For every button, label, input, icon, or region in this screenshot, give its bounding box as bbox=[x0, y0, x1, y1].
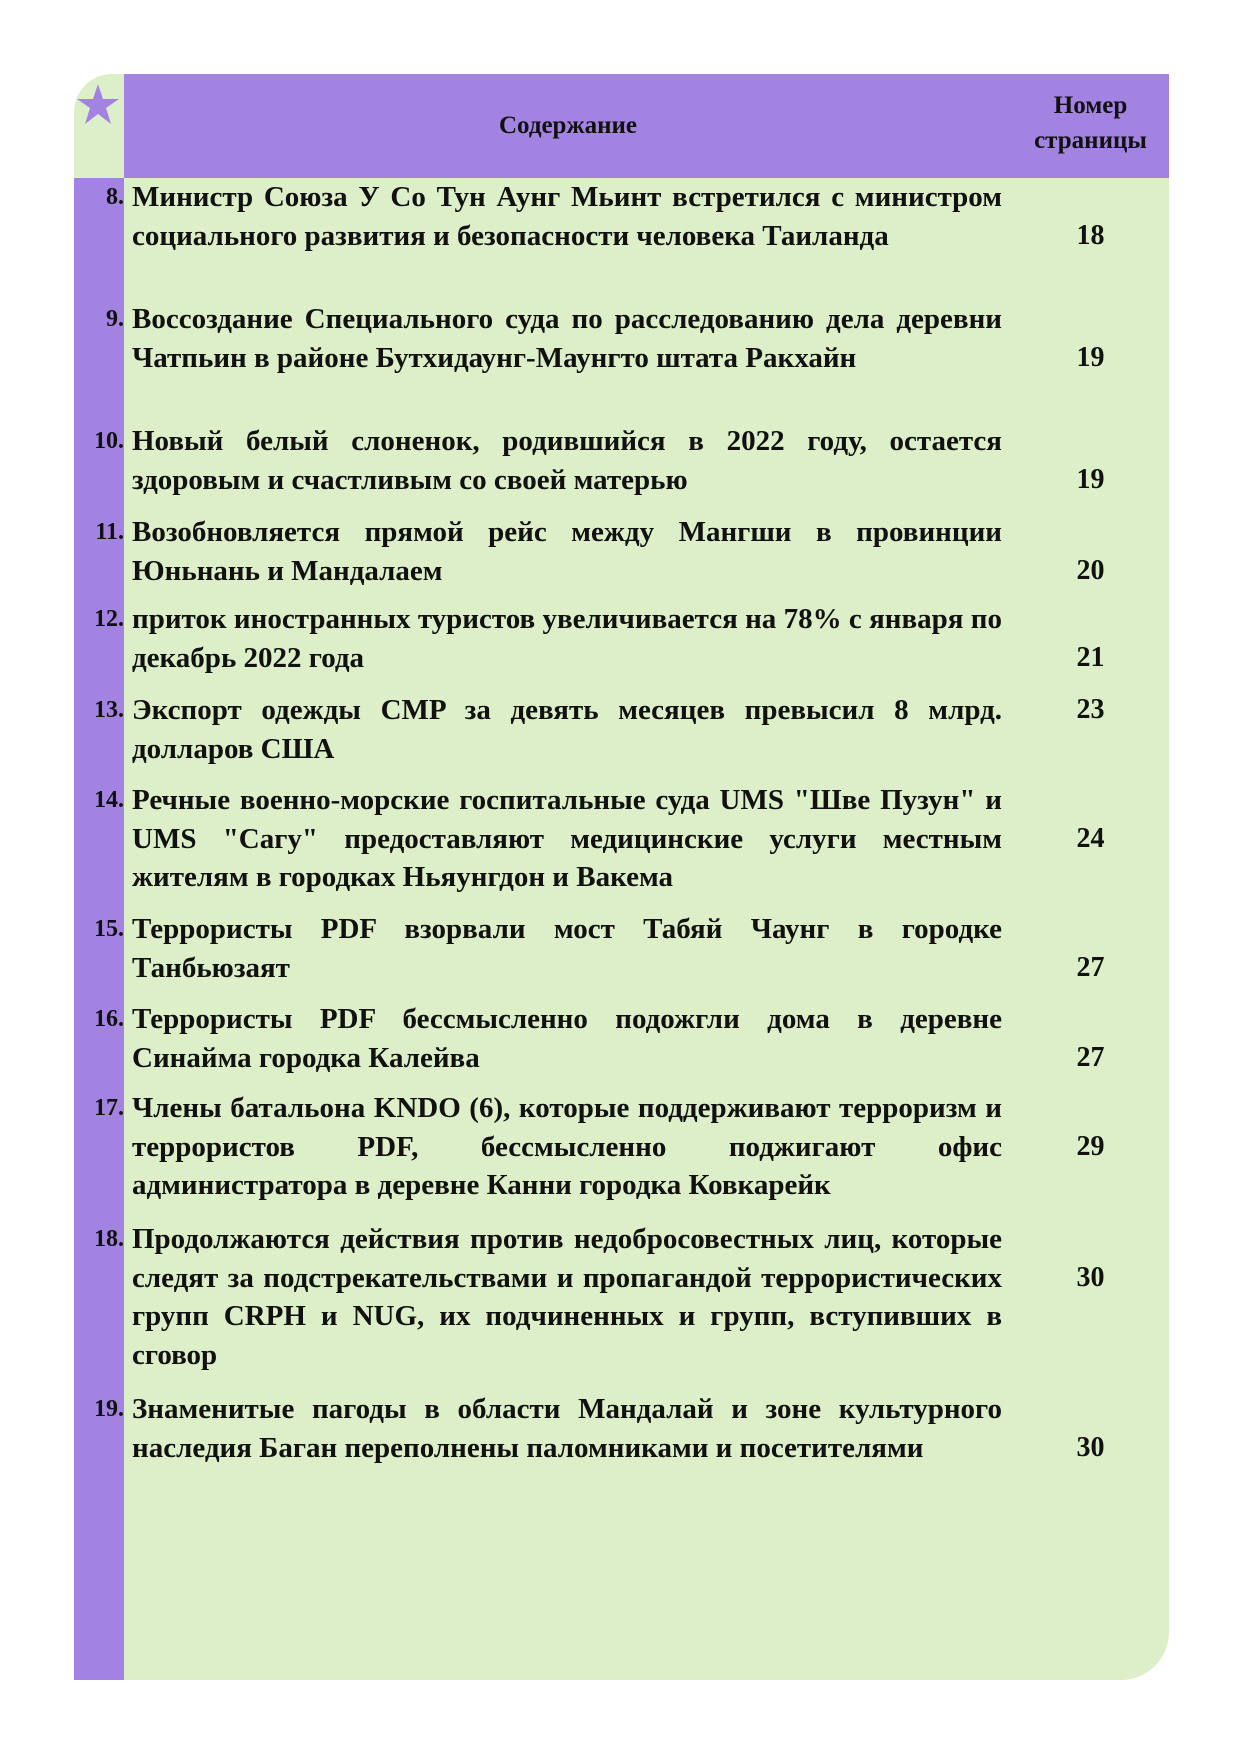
entry-number: 17. bbox=[94, 1095, 124, 1121]
entry-title: Новый белый слоненок, родившийся в 2022 году, остается здоровым и счастливым со своей матерью bbox=[132, 425, 1002, 496]
entry-title: Речные военно-морские госпитальные суда UMS "Шве Пузун" и UMS "Сагу" предоставляют медицинские услуги местным жителям в городках Ньяунгдон и Вакема bbox=[132, 784, 1002, 893]
entry-number: 8. bbox=[106, 184, 124, 210]
entry-page: 18 bbox=[1076, 220, 1105, 251]
entry-page: 27 bbox=[1076, 952, 1105, 983]
entry-number: 10. bbox=[94, 428, 124, 454]
entry-title: Террористы PDF бессмысленно подожгли дома в деревне Синайма городка Калейва bbox=[132, 1003, 1002, 1074]
entry-number: 16. bbox=[94, 1006, 124, 1032]
entry-page: 30 bbox=[1076, 1262, 1105, 1293]
entry-title: Министр Союза У Со Тун Аунг Мьинт встретился с министром социального развития и безопасности человека Таиланда bbox=[132, 181, 1002, 252]
entry-page: 29 bbox=[1076, 1131, 1105, 1162]
entry-title: Возобновляется прямой рейс между Мангши в провинции Юньнань и Мандалаем bbox=[132, 516, 1002, 587]
entry-number: 19. bbox=[94, 1396, 124, 1422]
entry-number: 13. bbox=[94, 697, 124, 723]
entry-title: Члены батальона KNDO (6), которые поддерживают терроризм и террористов PDF, бессмысленно поджигают офис администратора в деревне Канни городка Ковкарейк bbox=[132, 1092, 1002, 1201]
entry-title: Воссоздание Специального суда по расследованию дела деревни Чатпьин в районе Бутхидаунг-Маунгто штата Ракхайн bbox=[132, 303, 1002, 374]
entry-title: Террористы PDF взорвали мост Табяй Чаунг в городке Танбьюзаят bbox=[132, 913, 1002, 984]
page-number-heading-line2: страницы bbox=[1034, 127, 1147, 154]
entry-page: 19 bbox=[1076, 464, 1105, 495]
entry-page: 30 bbox=[1076, 1432, 1105, 1463]
entry-number: 12. bbox=[94, 606, 124, 632]
contents-heading: Содержание bbox=[498, 112, 637, 139]
entry-title: Знаменитые пагоды в области Мандалай и зоне культурного наследия Баган переполнены паломниками и посетителями bbox=[132, 1393, 1002, 1464]
page-number-heading bbox=[1012, 88, 1169, 158]
star-icon bbox=[76, 82, 120, 126]
entry-number: 14. bbox=[94, 787, 124, 813]
entry-page: 20 bbox=[1076, 555, 1105, 586]
entry-page: 19 bbox=[1076, 342, 1105, 373]
entry-number: 9. bbox=[106, 306, 124, 332]
entry-title: приток иностранных туристов увеличивается на 78% с января по декабрь 2022 года bbox=[132, 603, 1002, 674]
entry-title: Продолжаются действия против недобросовестных лиц, которые следят за подстрекательствами и пропагандой террористических групп CRPH и NUG, их подчиненных и групп, вступивших в сговор bbox=[132, 1223, 1002, 1371]
entry-number: 18. bbox=[94, 1226, 124, 1252]
entry-title: Экспорт одежды CMP за девять месяцев превысил 8 млрд. долларов США bbox=[132, 694, 1002, 765]
entry-page: 27 bbox=[1076, 1042, 1105, 1073]
entry-number: 11. bbox=[95, 519, 124, 545]
entry-number: 15. bbox=[94, 916, 124, 942]
page-number-heading-line1: Номер bbox=[1053, 92, 1128, 119]
contents-panel bbox=[74, 74, 1169, 1680]
entry-page: 21 bbox=[1076, 642, 1105, 673]
entry-page: 23 bbox=[1076, 694, 1105, 725]
entry-page: 24 bbox=[1076, 823, 1105, 854]
